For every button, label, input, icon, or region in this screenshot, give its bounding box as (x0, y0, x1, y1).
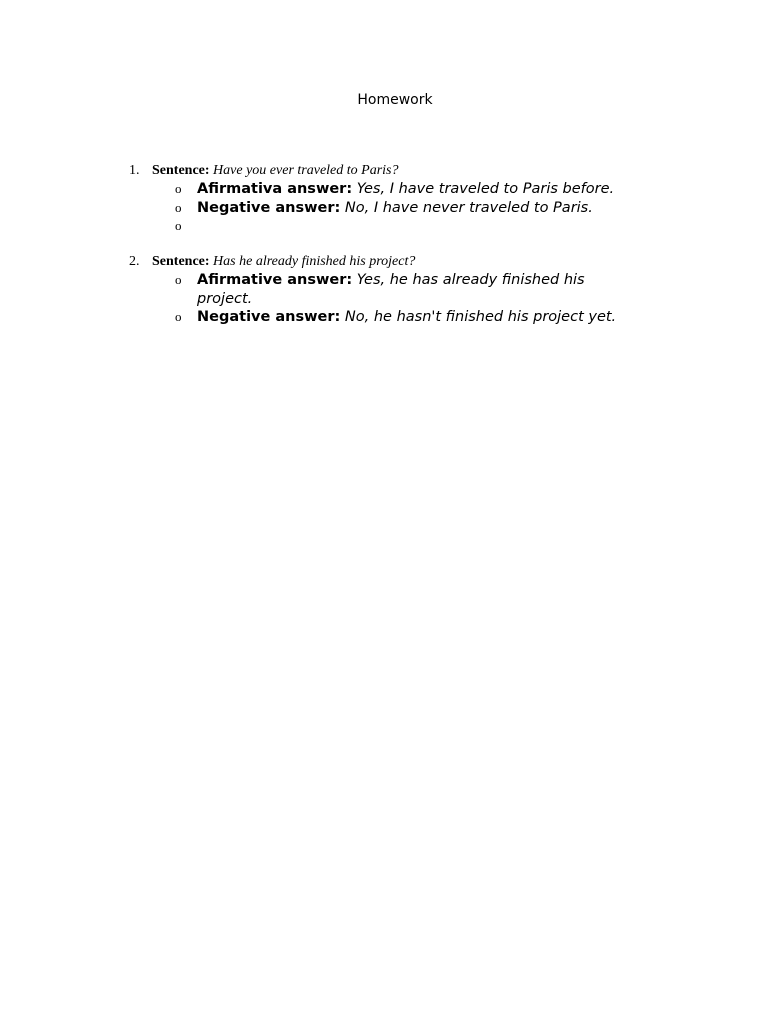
item-number: 2. (129, 254, 140, 269)
bullet-icon: o (175, 272, 182, 287)
sentence (152, 162, 399, 180)
answer-label: Afirmativa answer: (197, 181, 353, 197)
answer-item (0, 271, 768, 308)
answer-item-empty (0, 217, 768, 236)
bullet-icon: o (175, 199, 182, 215)
answer-text: Yes, he has already finished his project. (197, 272, 585, 307)
sentence-row (0, 162, 768, 180)
answer-label: Negative answer: (197, 199, 341, 216)
sentence (152, 253, 415, 271)
document-title: Homework (357, 92, 433, 108)
sentence-row (0, 253, 768, 271)
bullet-icon: o (175, 218, 182, 233)
sentence-label: Sentence: (152, 254, 210, 269)
answer-item (0, 308, 768, 327)
answer-text: No, I have never traveled to Paris. (344, 199, 593, 216)
bullet-icon: o (175, 309, 182, 324)
sentence-text: Have you ever traveled to Paris? (213, 163, 399, 178)
list-item (0, 162, 768, 236)
list-item (0, 253, 768, 327)
sentence-label: Sentence: (152, 163, 210, 178)
bullet-icon: o (175, 181, 182, 196)
answer-text: No, he hasn't finished his project yet. (344, 309, 617, 325)
answer-item (0, 199, 768, 218)
sentence-text: Has he already finished his project? (213, 254, 416, 269)
answer-item (0, 180, 768, 199)
answer-label: Negative answer: (197, 309, 341, 325)
answer-label: Afirmative answer: (197, 272, 353, 288)
answer-text: Yes, I have traveled to Paris before. (356, 181, 615, 197)
item-number: 1. (129, 163, 140, 178)
